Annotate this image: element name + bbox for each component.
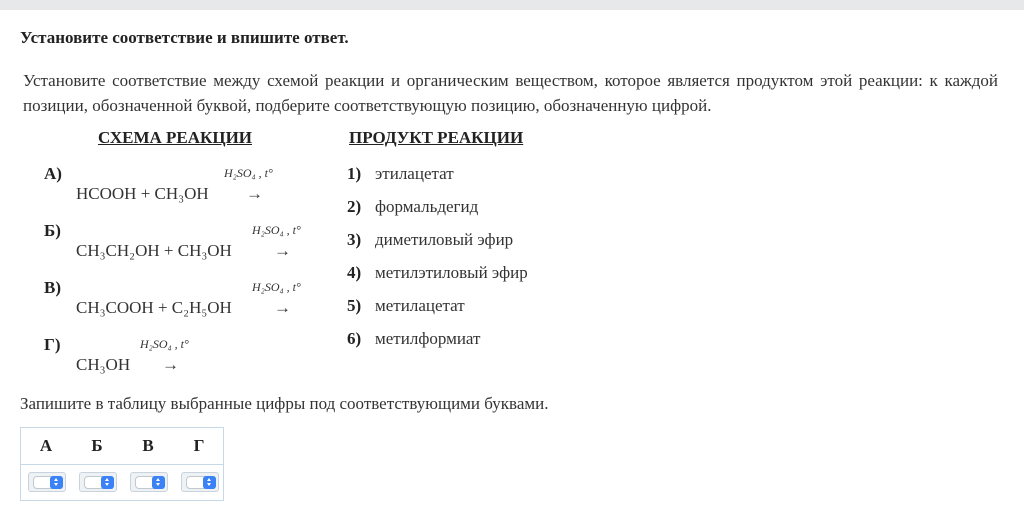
- reaction-v-letter: В): [44, 278, 61, 297]
- reaction-g-formula: CH₃OH: [76, 355, 131, 374]
- product-2-number: 2): [347, 197, 362, 216]
- answer-select-g[interactable]: [181, 472, 219, 492]
- answer-column-a: А: [39, 436, 53, 455]
- scheme-column-header: СХЕМА РЕАКЦИИ: [98, 128, 253, 147]
- reaction-g-condition: H₂SO₄ , t°: [140, 337, 189, 351]
- task-intro: Установите соответствие между схемой реакции и органическим веществом, которое является продуктом этой реакции: к каждой позиции, обозначенной буквой, подберите соответствующую позицию, обозначенную цифрой.: [23, 71, 998, 115]
- answer-column-g: Г: [193, 436, 205, 455]
- select-stepper-icon: [50, 476, 63, 489]
- product-6-name: метилформиат: [375, 329, 481, 348]
- select-stepper-icon: [152, 476, 165, 489]
- answer-column-v: В: [142, 436, 154, 455]
- product-5-number: 5): [347, 296, 362, 315]
- reaction-b-condition: H₂SO₄ , t°: [252, 223, 301, 237]
- answer-select-v[interactable]: [130, 472, 168, 492]
- product-6-number: 6): [347, 329, 362, 348]
- answer-instruction: Запишите в таблицу выбранные цифры под соответствующими буквами.: [20, 394, 549, 413]
- product-3-name: диметиловый эфир: [375, 230, 514, 249]
- reaction-v-condition: H₂SO₄ , t°: [252, 280, 301, 294]
- task-heading: Установите соответствие и впишите ответ.: [20, 28, 349, 47]
- reaction-v-formula: CH₃COOH + C₂H₅OH: [76, 298, 232, 317]
- answer-table-header: [21, 428, 223, 465]
- select-stepper-icon: [101, 476, 114, 489]
- product-3-number: 3): [347, 230, 362, 249]
- reaction-g-letter: Г): [44, 335, 61, 354]
- reaction-v-arrow: →: [274, 298, 291, 317]
- answer-column-b: Б: [91, 436, 103, 455]
- product-1-name: этилацетат: [375, 164, 454, 183]
- product-4-name: метилэтиловый эфир: [375, 263, 528, 282]
- reaction-b-letter: Б): [44, 221, 61, 240]
- reaction-a-formula: HCOOH + CH₃OH: [76, 184, 209, 203]
- reaction-b-arrow: →: [274, 241, 291, 260]
- reaction-a-letter: А): [44, 164, 62, 183]
- top-bar: [0, 0, 1024, 10]
- answer-select-b[interactable]: [79, 472, 117, 492]
- reaction-b-formula: CH₃CH₂OH + CH₃OH: [76, 241, 232, 260]
- reaction-a-arrow: →: [246, 184, 263, 203]
- product-2-name: формальдегид: [375, 197, 479, 216]
- product-5-name: метилацетат: [375, 296, 465, 315]
- product-column-header: ПРОДУКТ РЕАКЦИИ: [349, 128, 524, 147]
- product-1-number: 1): [347, 164, 362, 183]
- reaction-g-arrow: →: [162, 355, 179, 374]
- answer-table: [20, 427, 224, 501]
- reaction-a-condition: H₂SO₄ , t°: [224, 166, 273, 180]
- select-stepper-icon: [203, 476, 216, 489]
- product-4-number: 4): [347, 263, 362, 282]
- answer-select-a[interactable]: [28, 472, 66, 492]
